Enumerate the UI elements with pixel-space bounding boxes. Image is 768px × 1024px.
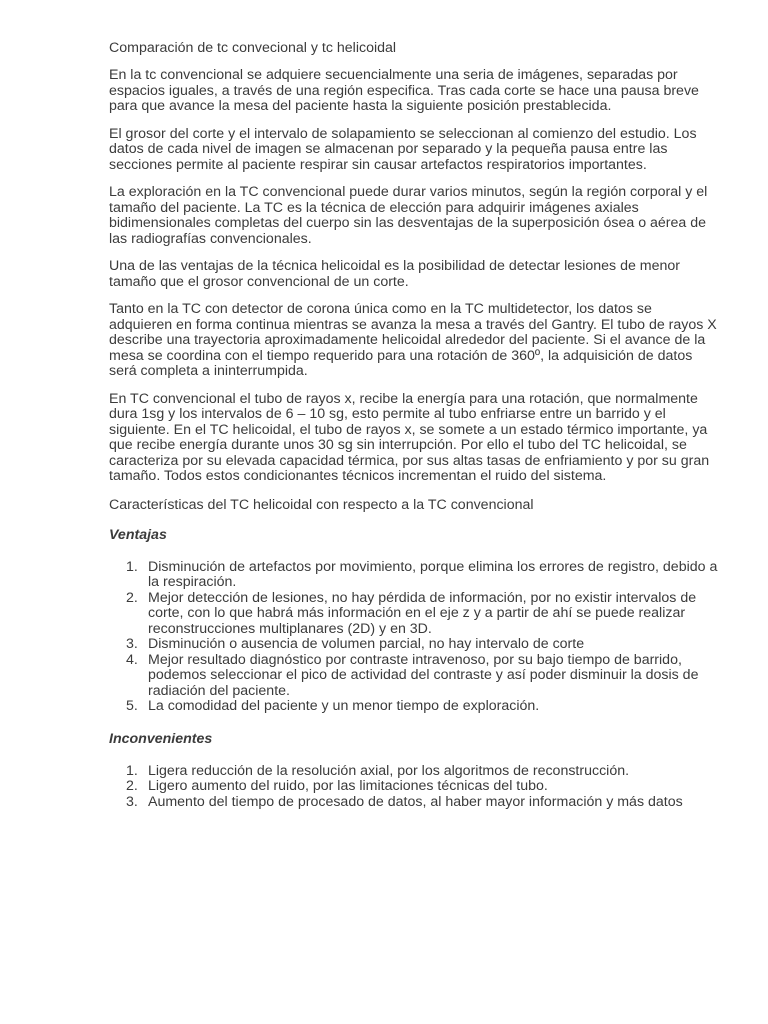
list-item-number: 3. xyxy=(126,793,138,810)
list-item-number: 2. xyxy=(126,589,138,606)
ventajas-list xyxy=(109,560,718,715)
list-item-number: 5. xyxy=(126,698,138,714)
paragraph-1: En la tc convencional se adquiere secuencialmente una seria de imágenes, separadas por espacios iguales, a través de una región especifica. Tras cada corte se hace una pausa breve para que avance la mesa del paciente hasta la siguiente posición prestablecida. xyxy=(109,67,699,114)
list-item-text: Mejor resultado diagnóstico por contraste intravenoso, por su bajo tiempo de barrido, podemos seleccionar el pico de actividad del contraste y así poder disminuir la dosis de radiación del paciente. xyxy=(148,651,699,699)
paragraph-5: Tanto en la TC con detector de corona única como en la TC multidetector, los datos se adquieren en forma continua mientras se avanza la mesa a través del Gantry. El tubo de rayos X describe una trayectoria aproximadamente helicoidal alrededor del paciente. Si el avance de la mesa se coordina con el tiempo requerido para una rotación de 360º, la adquisición de datos será completa a ininterrumpida. xyxy=(109,301,717,379)
list-item-text: Mejor detección de lesiones, no hay pérdida de información, por no existir intervalos de corte, con lo que habrá más información en el eje z y a partir de ahí se puede realizar reconstrucciones multiplanares (2D) y en 3D. xyxy=(148,589,697,637)
list-item xyxy=(109,779,718,795)
paragraph-4: Una de las ventajas de la técnica helicoidal es la posibilidad de detectar lesiones de menor tamaño que el grosor convencional de un corte. xyxy=(109,258,681,290)
paragraph-6: En TC convencional el tubo de rayos x, recibe la energía para una rotación, que normalmente dura 1sg y los intervalos de 6 – 10 sg, esto permite al tubo enfriarse entre un barrido y el siguiente. En el TC helicoidal, el tubo de rayos x, se somete a un estado térmico importante, ya que recibe energía durante unos 30 sg sin interrupción. Por ello el tubo del TC helicoidal, se caracteriza por su elevada capacidad térmica, por sus altas tasas de enfriamiento y por su gran tamaño. Todos estos condicionantes técnicos incrementan el ruido del sistema. xyxy=(109,390,710,484)
list-item xyxy=(109,591,718,638)
list-item-text: Ligera reducción de la resolución axial, por los algoritmos de reconstrucción. xyxy=(148,762,630,779)
inconvenientes-label: Inconvenientes xyxy=(109,730,213,747)
list-item xyxy=(109,560,718,591)
paragraph-3: La exploración en la TC convencional puede durar varios minutos, según la región corporal y el tamaño del paciente. La TC es la técnica de elección para adquirir imágenes axiales bidimensionales completas del cuerpo sin las desventajas de la superposición ósea o aérea de las radiografías convencionales. xyxy=(109,184,708,247)
list-item-text: Disminución o ausencia de volumen parcial, no hay intervalo de corte xyxy=(148,636,585,652)
list-item-number: 2. xyxy=(126,778,138,794)
list-item xyxy=(109,795,718,811)
list-item-text: Ligero aumento del ruido, por las limitaciones técnicas del tubo. xyxy=(148,778,548,794)
list-item xyxy=(109,764,718,780)
characteristics-heading: Características del TC helicoidal con respecto a la TC convencional xyxy=(109,496,534,513)
list-item xyxy=(109,653,718,700)
list-item-text: Aumento del tiempo de procesado de datos, al haber mayor información y más datos xyxy=(148,793,683,810)
document-title: Comparación de tc convecional y tc helicoidal xyxy=(109,40,397,56)
paragraph-2: El grosor del corte y el intervalo de solapamiento se seleccionan al comienzo del estudio. Los datos de cada nivel de imagen se almacenan por separado y la pequeña pausa entre las secciones permite al paciente respirar sin causar artefactos respiratorios importantes. xyxy=(109,125,697,173)
list-item-number: 1. xyxy=(126,762,138,779)
list-item-number: 1. xyxy=(126,558,138,575)
ventajas-label: Ventajas xyxy=(109,526,167,543)
list-item xyxy=(109,699,718,715)
list-item-text: Disminución de artefactos por movimiento, porque elimina los errores de registro, debido a la respiración. xyxy=(148,558,718,590)
list-item xyxy=(109,637,718,653)
list-item-text: La comodidad del paciente y un menor tiempo de exploración. xyxy=(148,698,540,714)
inconvenientes-list xyxy=(109,764,718,811)
list-item-number: 4. xyxy=(126,651,138,668)
list-item-number: 3. xyxy=(126,636,138,652)
